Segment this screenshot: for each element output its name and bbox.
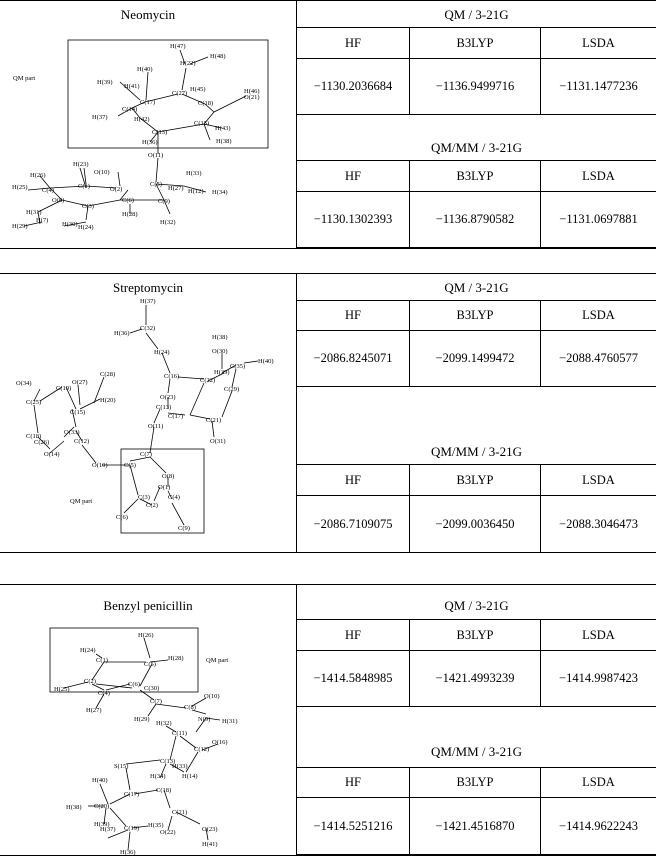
bond-line	[170, 736, 176, 760]
bond-line	[78, 385, 80, 405]
bond-line	[244, 361, 258, 363]
atom-label: H(20)	[100, 397, 116, 404]
atom-label: C(1)	[78, 183, 90, 190]
atom-label: H(33)	[172, 763, 188, 770]
table-title: QM / 3-21G	[444, 280, 509, 295]
table-row	[297, 798, 656, 855]
column-header: HF	[297, 620, 410, 651]
atom-label: H(29)	[134, 716, 150, 723]
atom-label: C(22)	[200, 377, 216, 384]
atom-label: C(18)	[26, 433, 42, 440]
atom-label: C(15)	[70, 409, 86, 416]
atom-label: C(14)	[122, 106, 138, 113]
atom-label: C(21)	[206, 417, 222, 424]
bond-line	[80, 399, 100, 409]
bond-line	[148, 704, 156, 716]
bond-line	[110, 808, 126, 826]
atom-label: H(34)	[150, 773, 166, 780]
table-title: QM/MM / 3-21G	[430, 444, 522, 459]
bonds	[64, 638, 220, 850]
table-title: QM/MM / 3-21G	[430, 744, 522, 759]
atom-label: C(18)	[156, 787, 172, 794]
table-cell: −1421.4516870	[410, 798, 541, 855]
atom-label: C(12)	[194, 746, 210, 753]
bond-line	[128, 832, 130, 850]
atom-label: C(5)	[124, 462, 136, 469]
atom-label: C(6)	[116, 514, 128, 521]
atom-label: H(24)	[80, 647, 96, 654]
atom-label: O(14)	[44, 451, 60, 458]
atom-label: C(2)	[84, 678, 96, 685]
atom-label: O(8)	[52, 197, 65, 204]
atom-label: C(5)	[144, 661, 156, 668]
bond-line	[222, 391, 232, 417]
atom-label: C(30)	[144, 685, 160, 692]
atom-label: C(6)	[128, 681, 140, 688]
atom-label: H(37)	[92, 114, 108, 121]
atom-label: C(15)	[194, 120, 210, 127]
neomycin-structure-diagram	[0, 0, 296, 248]
column-header: B3LYP	[410, 161, 541, 192]
atom-label: H(41)	[124, 83, 140, 90]
energy-table	[297, 464, 656, 553]
table-cell: −1414.9622243	[541, 798, 656, 855]
atom-label: H(32)	[156, 720, 172, 727]
molecule-name: Benzyl penicillin	[103, 598, 193, 613]
bond-line	[156, 158, 158, 182]
column-header: HF	[297, 465, 410, 496]
column-header: HF	[297, 28, 410, 59]
bond-line	[124, 499, 138, 513]
atom-label: H(22)	[180, 60, 196, 67]
atom-label: H(12)	[188, 188, 204, 195]
table-cell: −2088.4760577	[541, 331, 656, 387]
qm-part-label: QM part	[70, 498, 93, 505]
atom-label: C(18)	[198, 100, 214, 107]
atom-label: H(31)	[222, 718, 238, 725]
column-header: B3LYP	[410, 301, 541, 331]
column-header: B3LYP	[410, 465, 541, 496]
atom-label: C(11)	[172, 730, 187, 737]
molecule-name: Neomycin	[120, 7, 176, 22]
energy-table	[297, 27, 656, 115]
atom-label: C(4)	[168, 494, 180, 501]
benzyl-penicillin-structure-diagram	[0, 584, 296, 855]
atom-label: C(25)	[26, 399, 42, 406]
energy-table	[297, 160, 656, 248]
atom-labels	[12, 43, 260, 231]
atom-label: C(12)	[74, 438, 90, 445]
atom-label: H(45)	[190, 86, 206, 93]
energy-table	[297, 619, 656, 707]
atom-label: C(4)	[98, 690, 110, 697]
atom-label: H(25)	[54, 686, 70, 693]
column-header: LSDA	[541, 301, 656, 331]
bond-line	[126, 760, 160, 764]
atom-label: C(19)	[56, 385, 72, 392]
atom-label: H(47)	[170, 43, 186, 50]
atom-label: C(13)	[152, 129, 168, 136]
column-header: LSDA	[541, 28, 656, 59]
atom-label: C(13)	[156, 404, 172, 411]
table-header-row	[297, 768, 656, 798]
table-cell: −2086.8245071	[297, 331, 410, 387]
table-cell: −1130.1302393	[297, 192, 410, 248]
bond-line	[190, 383, 204, 415]
atom-label: H(39)	[97, 79, 113, 86]
atom-label: C(9)	[158, 198, 170, 205]
bond-line	[146, 72, 148, 100]
atom-label: H(36)	[120, 849, 136, 855]
table-cell: −1136.9499716	[410, 59, 541, 115]
table-title: QM/MM / 3-21G	[430, 140, 522, 155]
atom-label: H(14)	[182, 773, 198, 780]
atom-label: H(40)	[258, 358, 274, 365]
atom-label: O(2)	[110, 186, 123, 193]
table-cell: −1131.1477236	[541, 59, 656, 115]
bond-line	[100, 784, 108, 804]
bond-line	[182, 68, 186, 90]
column-header: LSDA	[541, 465, 656, 496]
atom-label: O(33)	[64, 429, 80, 436]
atom-label: H(31)	[26, 209, 42, 216]
atom-label: C(9)	[178, 525, 190, 532]
bond-line	[150, 457, 166, 473]
atom-label: C(35)	[230, 363, 246, 370]
table-header-row	[297, 28, 656, 59]
atom-label: H(38)	[212, 334, 228, 341]
column-header: HF	[297, 301, 410, 331]
atom-label: N(9)	[198, 716, 211, 723]
atom-label: C(13)	[160, 758, 176, 765]
atom-label: H(32)	[160, 219, 176, 226]
table-cell: −1130.2036684	[297, 59, 410, 115]
bond-line	[168, 816, 172, 830]
qm-part-label: QM part	[206, 657, 229, 664]
column-header: LSDA	[541, 620, 656, 651]
atom-label: H(30)	[62, 221, 78, 228]
molecule-name: Streptomycin	[112, 280, 184, 295]
atom-label: H(37)	[140, 298, 156, 305]
bond-line	[154, 409, 160, 423]
table-title: QM / 3-21G	[444, 598, 509, 613]
table-cell: −2099.0036450	[410, 496, 541, 553]
atom-label: H(36)	[114, 330, 130, 337]
atom-label: H(38)	[216, 138, 232, 145]
atom-label: C(7)	[140, 451, 152, 458]
table-cell: −1414.5251216	[297, 798, 410, 855]
table-header-row	[297, 465, 656, 496]
atom-label: O(10)	[204, 693, 220, 700]
atom-label: H(36)	[142, 139, 158, 146]
table-cell: −2099.1499472	[410, 331, 541, 387]
atom-label: C(17)	[140, 99, 156, 106]
atom-label: H(25)	[12, 184, 28, 191]
atom-label: H(23)	[73, 161, 89, 168]
atom-labels	[16, 298, 274, 532]
bond-line	[130, 465, 138, 495]
atom-label: O(10)	[92, 462, 108, 469]
bond-line	[168, 379, 170, 393]
column-header: HF	[297, 161, 410, 192]
bond-line	[214, 96, 246, 112]
atom-label: H(39)	[94, 821, 110, 828]
streptomycin-structure-diagram	[0, 273, 296, 552]
atom-label: H(27)	[86, 707, 102, 714]
atom-label: H(28)	[168, 655, 184, 662]
atom-label: H(28)	[122, 211, 138, 218]
atom-label: H(39)	[214, 369, 230, 376]
bond-line	[82, 445, 96, 463]
atom-label: H(42)	[134, 116, 150, 123]
atom-label: O(10)	[94, 169, 110, 176]
atom-label: C(32)	[140, 325, 156, 332]
atom-label: O(30)	[212, 348, 228, 355]
block-divider-1	[0, 248, 656, 249]
atom-label: C(20)	[94, 803, 110, 810]
atom-label: H(40)	[92, 777, 108, 784]
atom-label: H(33)	[186, 170, 202, 177]
atom-label: C(17)	[168, 413, 184, 420]
table-header-row	[297, 161, 656, 192]
atom-label: O(22)	[160, 829, 176, 836]
atom-label: C(6)	[122, 197, 134, 204]
atom-label: H(40)	[137, 66, 153, 73]
atom-label: C(1)	[96, 657, 108, 664]
table-cell: −1414.9987423	[541, 651, 656, 707]
table-header-row	[297, 620, 656, 651]
atom-label: C(7)	[150, 698, 162, 705]
atom-label: C(29)	[224, 386, 240, 393]
bond-line	[118, 172, 120, 186]
column-header: HF	[297, 768, 410, 798]
atom-label: H(41)	[202, 841, 218, 848]
atom-label: C(8)	[184, 704, 196, 711]
atom-label: C(17)	[124, 791, 140, 798]
column-header: B3LYP	[410, 28, 541, 59]
atom-label: H(43)	[215, 125, 231, 132]
atom-label: C(19)	[124, 825, 140, 832]
table-row	[297, 59, 656, 115]
atom-label: C(3)	[82, 203, 94, 210]
atom-label: H(46)	[244, 88, 260, 95]
table-cell: −2088.3046473	[541, 496, 656, 553]
atom-label: H(24)	[154, 349, 170, 356]
bond-line	[146, 333, 158, 349]
table-row	[297, 192, 656, 248]
atom-label: H(26)	[30, 172, 46, 179]
atom-label: C(21)	[172, 809, 188, 816]
atom-label: C(26)	[34, 439, 50, 446]
energy-table	[297, 767, 656, 855]
bond-line	[34, 405, 38, 433]
bond-line	[126, 768, 130, 790]
atom-label: H(48)	[210, 53, 226, 60]
atom-label: O(1)	[158, 484, 171, 491]
atom-label: O(11)	[148, 152, 164, 159]
qm-part-label: QM part	[13, 75, 36, 82]
atom-label: H(37)	[100, 826, 116, 833]
qm-region-box	[68, 40, 268, 148]
atom-label: O(16)	[212, 739, 228, 746]
table-row	[297, 331, 656, 387]
table-row	[297, 496, 656, 553]
atom-labels	[54, 632, 238, 855]
bond-line	[144, 638, 150, 658]
atom-label: C(2)	[146, 502, 158, 509]
table-cell: −1414.5848985	[297, 651, 410, 707]
atom-label: H(35)	[148, 822, 164, 829]
atom-label: C(3)	[138, 494, 150, 501]
bond-line	[162, 353, 170, 373]
atom-label: H(34)	[212, 189, 228, 196]
table-row	[297, 651, 656, 707]
table-cell: −1136.8790582	[410, 192, 541, 248]
table-bottom-rule	[297, 114, 656, 115]
atom-label: H(38)	[66, 804, 82, 811]
atom-label: O(31)	[210, 438, 226, 445]
atom-label: H(7)	[36, 217, 49, 224]
column-header: B3LYP	[410, 768, 541, 798]
atom-label: C(5)	[150, 181, 162, 188]
bond-line	[186, 752, 198, 772]
atom-label: S(15)	[114, 763, 129, 770]
atom-label: O(23)	[202, 826, 218, 833]
atom-label: H(29)	[12, 223, 28, 230]
atom-label: H(27)	[168, 185, 184, 192]
atom-label: O(8)	[162, 473, 175, 480]
atom-label: O(21)	[244, 94, 260, 101]
atom-label: H(26)	[138, 632, 154, 639]
atom-label: O(23)	[160, 394, 176, 401]
atom-label: O(27)	[72, 379, 88, 386]
atom-label: H(24)	[78, 224, 94, 231]
bond-line	[232, 369, 236, 387]
table-cell: −2086.7109075	[297, 496, 410, 553]
table-cell: −1421.4993239	[410, 651, 541, 707]
bond-line	[172, 503, 184, 525]
energy-table	[297, 300, 656, 387]
atom-label: O(34)	[16, 380, 32, 387]
atom-label: C(4)	[42, 187, 54, 194]
column-header: LSDA	[541, 768, 656, 798]
atom-label: C(27)	[172, 90, 188, 97]
column-header: B3LYP	[410, 620, 541, 651]
atom-label: O(11)	[148, 423, 164, 430]
column-header: LSDA	[541, 161, 656, 192]
table-header-row	[297, 301, 656, 331]
table-title: QM / 3-21G	[444, 7, 509, 22]
atom-label: C(28)	[100, 371, 116, 378]
table-cell: −1131.0697881	[541, 192, 656, 248]
atom-label: C(16)	[164, 373, 180, 380]
